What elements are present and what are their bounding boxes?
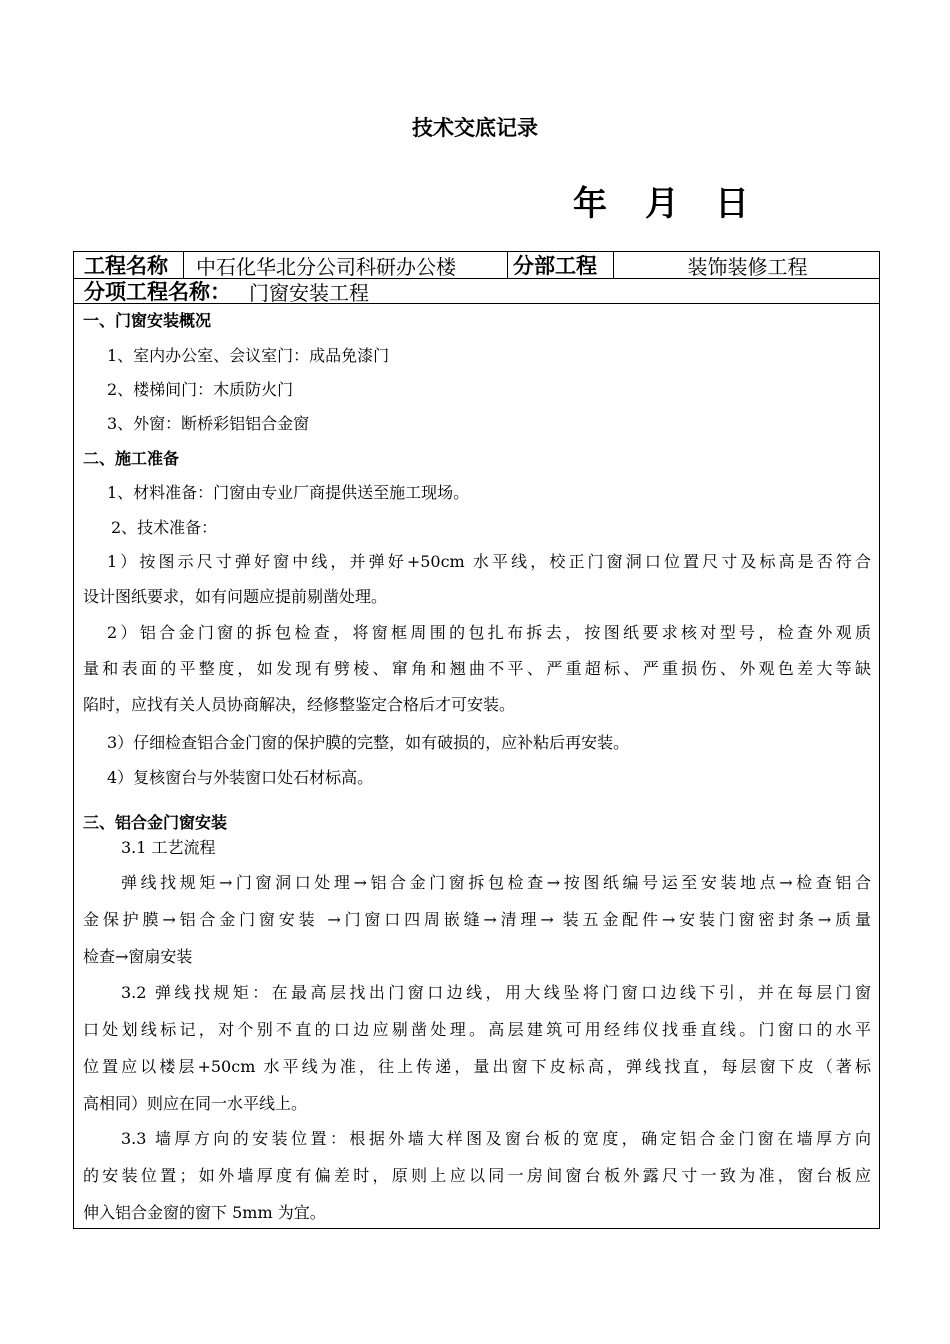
paragraph-line: 1）按图示尺寸弹好窗中线，并弹好+50cm 水平线，校正门窗洞口位置尺寸及标高是否符合 [107,552,871,571]
paragraph-line: 金保护膜→铝合金门窗安装 →门窗口四周嵌缝→清理→ 装五金配件→安装门窗密封条→质量 [83,910,871,929]
paragraph-line: 位置应以楼层+50cm 水平线为准，往上传递，量出窗下皮标高，弹线找直，每层窗下皮（著标 [83,1057,871,1076]
paragraph-line: 设计图纸要求，如有问题应提前剔凿处理。 [83,587,388,606]
project-value: 中石化华北分公司科研办公楼 [183,252,508,278]
list-item: 1、室内办公室、会议室门：成品免漆门 [107,346,390,365]
date-year: 年 [573,184,607,224]
paragraph-line: 检查→窗扇安装 [83,947,193,966]
paragraph: 1、材料准备：门窗由专业厂商提供送至施工现场。 [107,483,470,502]
project-label: 工程名称 [84,254,168,278]
paragraph: 2、技术准备： [111,518,218,537]
list-item: 2、楼梯间门：木质防火门 [107,380,294,399]
section-heading: 一、门窗安装概况 [83,311,212,330]
paragraph-line: 高相同）则应在同一水平线上。 [83,1094,308,1113]
document-title: 技术交底记录 [412,116,538,140]
paragraph-line: 3.2 弹线找规矩：在最高层找出门窗口边线，用大线坠将门窗口边线下引，并在每层门窗 [121,983,871,1002]
section-heading: 三、铝合金门窗安装 [83,813,228,832]
list-item: 3、外窗：断桥彩铝铝合金窗 [107,414,310,433]
subheading: 3.1 工艺流程 [121,838,216,857]
subitem-row [74,279,879,304]
paragraph-line: 2）铝合金门窗的拆包检查，将窗框周围的包扎布拆去，按图纸要求核对型号，检查外观质 [107,623,871,642]
paragraph-line: 的安装位置；如外墙厚度有偏差时，原则上应以同一房间窗台板外露尺寸一致为准，窗台板应 [83,1166,871,1185]
date-day: 日 [715,184,749,224]
division-label: 分部工程 [507,252,613,278]
subitem-label: 分项工程名称： [84,280,231,304]
paragraph-line: 伸入铝合金窗的窗下 5mm 为宜。 [83,1203,326,1222]
paragraph-line: 陷时，应找有关人员协商解决，经修整鉴定合格后才可安装。 [83,695,516,714]
date-month: 月 [645,184,679,224]
paragraph: 4）复核窗台与外装窗口处石材标高。 [107,768,374,787]
project-row [74,252,879,279]
paragraph-line: 量和表面的平整度，如发现有劈棱、窜角和翘曲不平、严重超标、严重损伤、外观色差大等缺 [83,659,871,678]
paragraph-line: 弹线找规矩→门窗洞口处理→铝合金门窗拆包检查→按图纸编号运至安装地点→检查铝合 [121,873,871,892]
paragraph: 3）仔细检查铝合金门窗的保护膜的完整，如有破损的，应补粘后再安装。 [107,733,630,752]
division-value: 装饰装修工程 [613,252,881,278]
record-table [73,251,880,1229]
paragraph-line: 3.3 墙厚方向的安装位置：根据外墙大样图及窗台板的宽度，确定铝合金门窗在墙厚方向 [121,1129,871,1148]
section-heading: 二、施工准备 [83,449,180,468]
paragraph-line: 口处划线标记，对个别不直的口边应剔凿处理。高层建筑可用经纬仪找垂直线。门窗口的水平 [83,1020,871,1039]
subitem-value: 门窗安装工程 [249,280,369,305]
